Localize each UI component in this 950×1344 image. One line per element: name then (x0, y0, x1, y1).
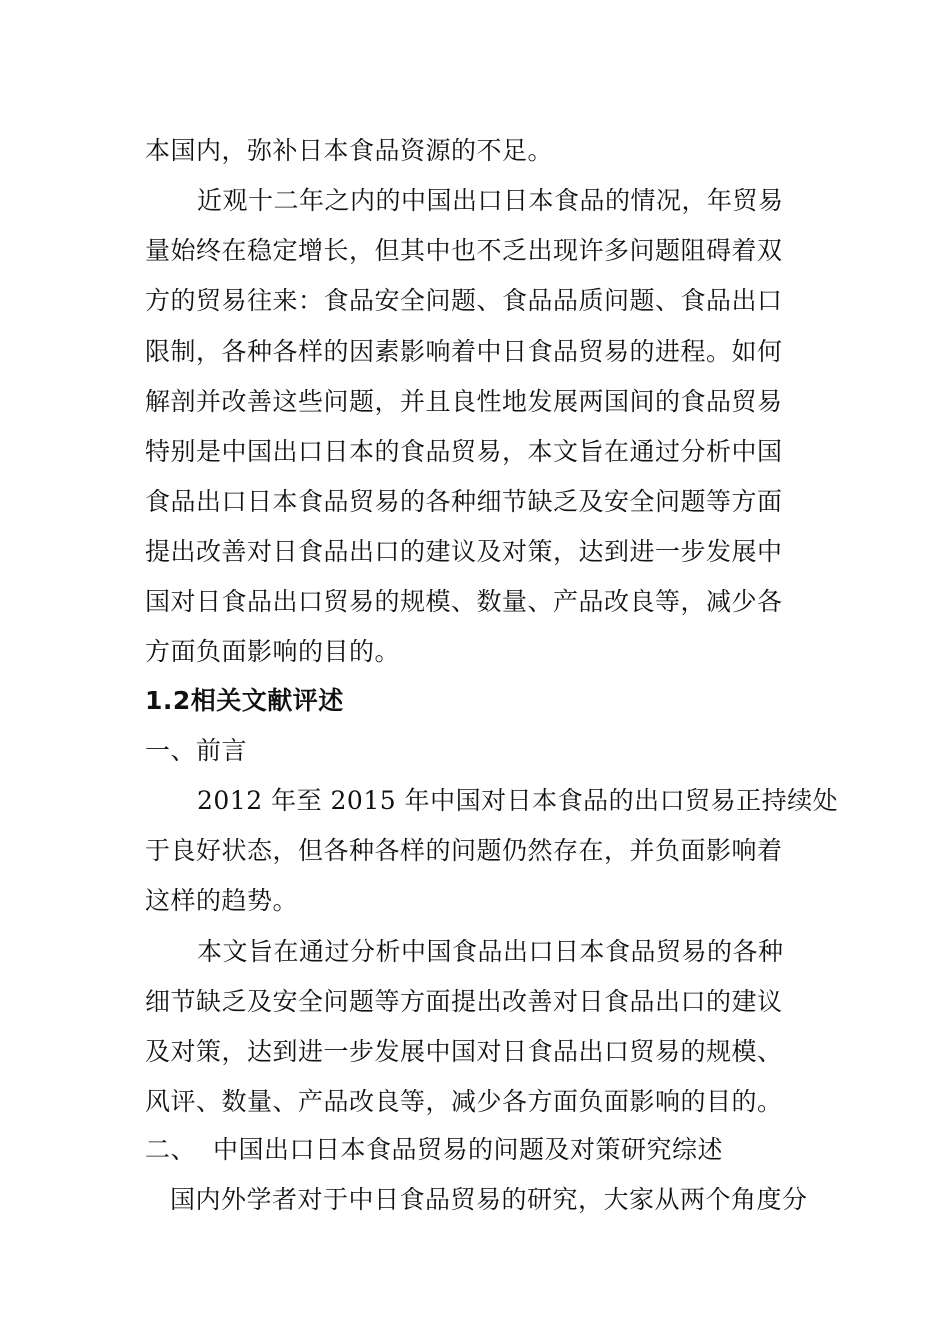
text-line: 及对策，达到进一步发展中国对日食品出口贸易的规模、 (145, 1037, 783, 1066)
text-line: 方面负面影响的目的。 (145, 637, 401, 666)
subsection-number: 二、 (145, 1135, 197, 1164)
text-line: 本文旨在通过分析中国食品出口日本食品贸易的各种 (197, 937, 784, 966)
text-line: 风评、数量、产品改良等，减少各方面负面影响的目的。 (145, 1087, 783, 1116)
text-line: 这样的趋势。 (145, 886, 299, 915)
text-line: 本国内，弥补日本食品资源的不足。 (145, 136, 554, 165)
text-line: 解剖并改善这些问题，并且良性地发展两国间的食品贸易 (145, 387, 783, 416)
text-line: 提出改善对日食品出口的建议及对策，达到进一步发展中 (145, 537, 783, 566)
section-heading: 1.2相关文献评述 (145, 686, 344, 715)
text-line: 国内外学者对于中日食品贸易的研究，大家从两个角度分 (170, 1185, 808, 1214)
text-line: 限制，各种各样的因素影响着中日食品贸易的进程。如何 (145, 337, 783, 366)
subsection-heading: 中国出口日本食品贸易的问题及对策研究综述 (213, 1135, 724, 1164)
text-line: 方的贸易往来：食品安全问题、食品品质问题、食品出口 (145, 286, 783, 315)
text-line: 于良好状态，但各种各样的问题仍然存在，并负面影响着 (145, 836, 783, 865)
text-line: 特别是中国出口日本的食品贸易，本文旨在通过分析中国 (145, 437, 783, 466)
text-line: 食品出口日本食品贸易的各种细节缺乏及安全问题等方面 (145, 487, 783, 516)
text-line: 近观十二年之内的中国出口日本食品的情况，年贸易 (197, 186, 784, 215)
subsection-heading: 一、前言 (145, 736, 248, 765)
text-line: 国对日食品出口贸易的规模、数量、产品改良等，减少各 (145, 587, 783, 616)
text-line: 量始终在稳定增长，但其中也不乏出现许多问题阻碍着双 (145, 236, 783, 265)
text-line: 细节缺乏及安全问题等方面提出改善对日食品出口的建议 (145, 987, 783, 1016)
text-line: 2012 年至 2015 年中国对日本食品的出口贸易正持续处 (197, 786, 839, 815)
